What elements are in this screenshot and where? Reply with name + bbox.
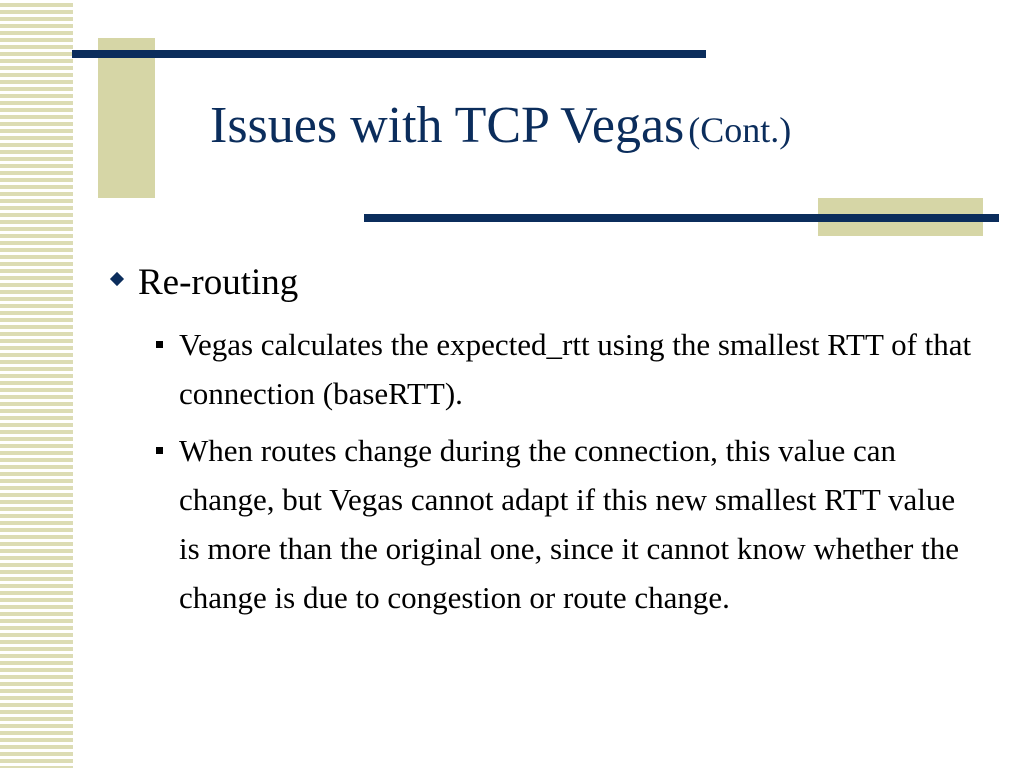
slide-title-main: Issues with TCP Vegas [210,97,685,154]
sub-bullet-list [106,320,986,622]
sub-bullet-text: When routes change during the connection, this value can change, but Vegas cannot adapt if this new smallest RTT value is more than the original one, since it cannot know whether the change is due to congestion or route change. [179,433,959,615]
slide-body [106,258,986,630]
title-rule-bottom [364,214,999,222]
square-bullet-icon [156,341,163,348]
bullet-item [106,258,986,308]
square-bullet-icon [156,447,163,454]
slide-title [210,96,791,155]
sub-bullet-item [106,426,986,622]
sub-bullet-item [106,320,986,418]
bullet-text: Re-routing [138,262,299,303]
diamond-bullet-icon [110,272,124,286]
tan-accent-block-top [98,38,155,198]
sub-bullet-text: Vegas calculates the expected_rtt using the smallest RTT of that connection (baseRTT). [179,327,972,411]
slide-title-suffix: (Cont.) [688,110,792,150]
title-rule-top [72,50,706,58]
striped-side-decoration [0,0,73,768]
